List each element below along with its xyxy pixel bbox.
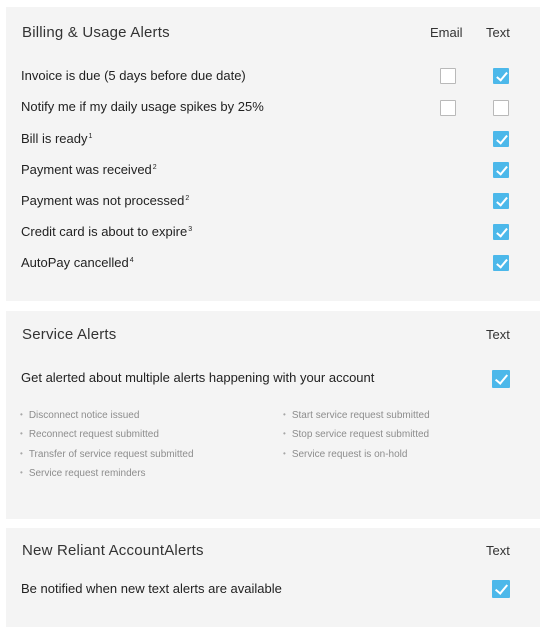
email-column-header: Email <box>430 25 463 40</box>
row-bill-ready-label: Bill is ready$^1$ <box>21 131 93 146</box>
row-payment-received-label: Payment was received$^2$ <box>21 162 157 177</box>
autopay-cancelled-text-checkbox[interactable] <box>493 255 509 271</box>
usage-spike-email-checkbox[interactable] <box>440 100 456 116</box>
row-invoice-due-label: Invoice is due (5 days before due date) <box>21 68 246 83</box>
text-column-header: Text <box>486 25 510 40</box>
new-text-alerts-text-checkbox[interactable] <box>492 580 510 598</box>
footnote-marker: 1 <box>88 133 93 140</box>
text-column-header: Text <box>486 543 510 558</box>
service-alert-list-right <box>283 408 430 466</box>
footnote-marker: 2 <box>152 164 157 171</box>
list-item: • Stop service request submitted <box>283 427 430 446</box>
row-credit-card-expire-label: Credit card is about to expire$^3$ <box>21 224 193 239</box>
footnote-marker: 2 <box>185 195 190 202</box>
invoice-due-email-checkbox[interactable] <box>440 68 456 84</box>
service-title: Service Alerts <box>22 326 117 343</box>
row-usage-spike-label: Notify me if my daily usage spikes by 25% <box>21 99 264 114</box>
footnote-marker: 3 <box>188 226 193 233</box>
bill-ready-text-checkbox[interactable] <box>493 131 509 147</box>
text-column-header: Text <box>486 327 510 342</box>
service-alerts-panel <box>6 311 540 519</box>
list-item: • Transfer of service request submitted <box>20 447 194 466</box>
credit-card-expire-text-checkbox[interactable] <box>493 224 509 240</box>
new-account-title: New Reliant AccountAlerts <box>22 542 204 559</box>
new-text-alerts-label: Be notified when new text alerts are available <box>21 581 282 596</box>
row-payment-not-processed-label: Payment was not processed$^2$ <box>21 193 190 208</box>
billing-usage-alerts-panel <box>6 7 540 301</box>
list-item: • Service request reminders <box>20 466 194 485</box>
footnote-marker: 4 <box>129 257 134 264</box>
multiple-alerts-text-checkbox[interactable] <box>492 370 510 388</box>
service-alert-list-left <box>20 408 194 485</box>
invoice-due-text-checkbox[interactable] <box>493 68 509 84</box>
multiple-alerts-label: Get alerted about multiple alerts happening with your account <box>21 370 375 385</box>
new-account-alerts-panel <box>6 528 540 627</box>
usage-spike-text-checkbox[interactable] <box>493 100 509 116</box>
list-item: • Reconnect request submitted <box>20 427 194 446</box>
payment-not-processed-text-checkbox[interactable] <box>493 193 509 209</box>
list-item: • Disconnect notice issued <box>20 408 194 427</box>
list-item: • Start service request submitted <box>283 408 430 427</box>
list-item: • Service request is on-hold <box>283 447 430 466</box>
row-autopay-cancelled-label: AutoPay cancelled$^4$ <box>21 255 134 270</box>
billing-title: Billing & Usage Alerts <box>22 24 170 41</box>
payment-received-text-checkbox[interactable] <box>493 162 509 178</box>
